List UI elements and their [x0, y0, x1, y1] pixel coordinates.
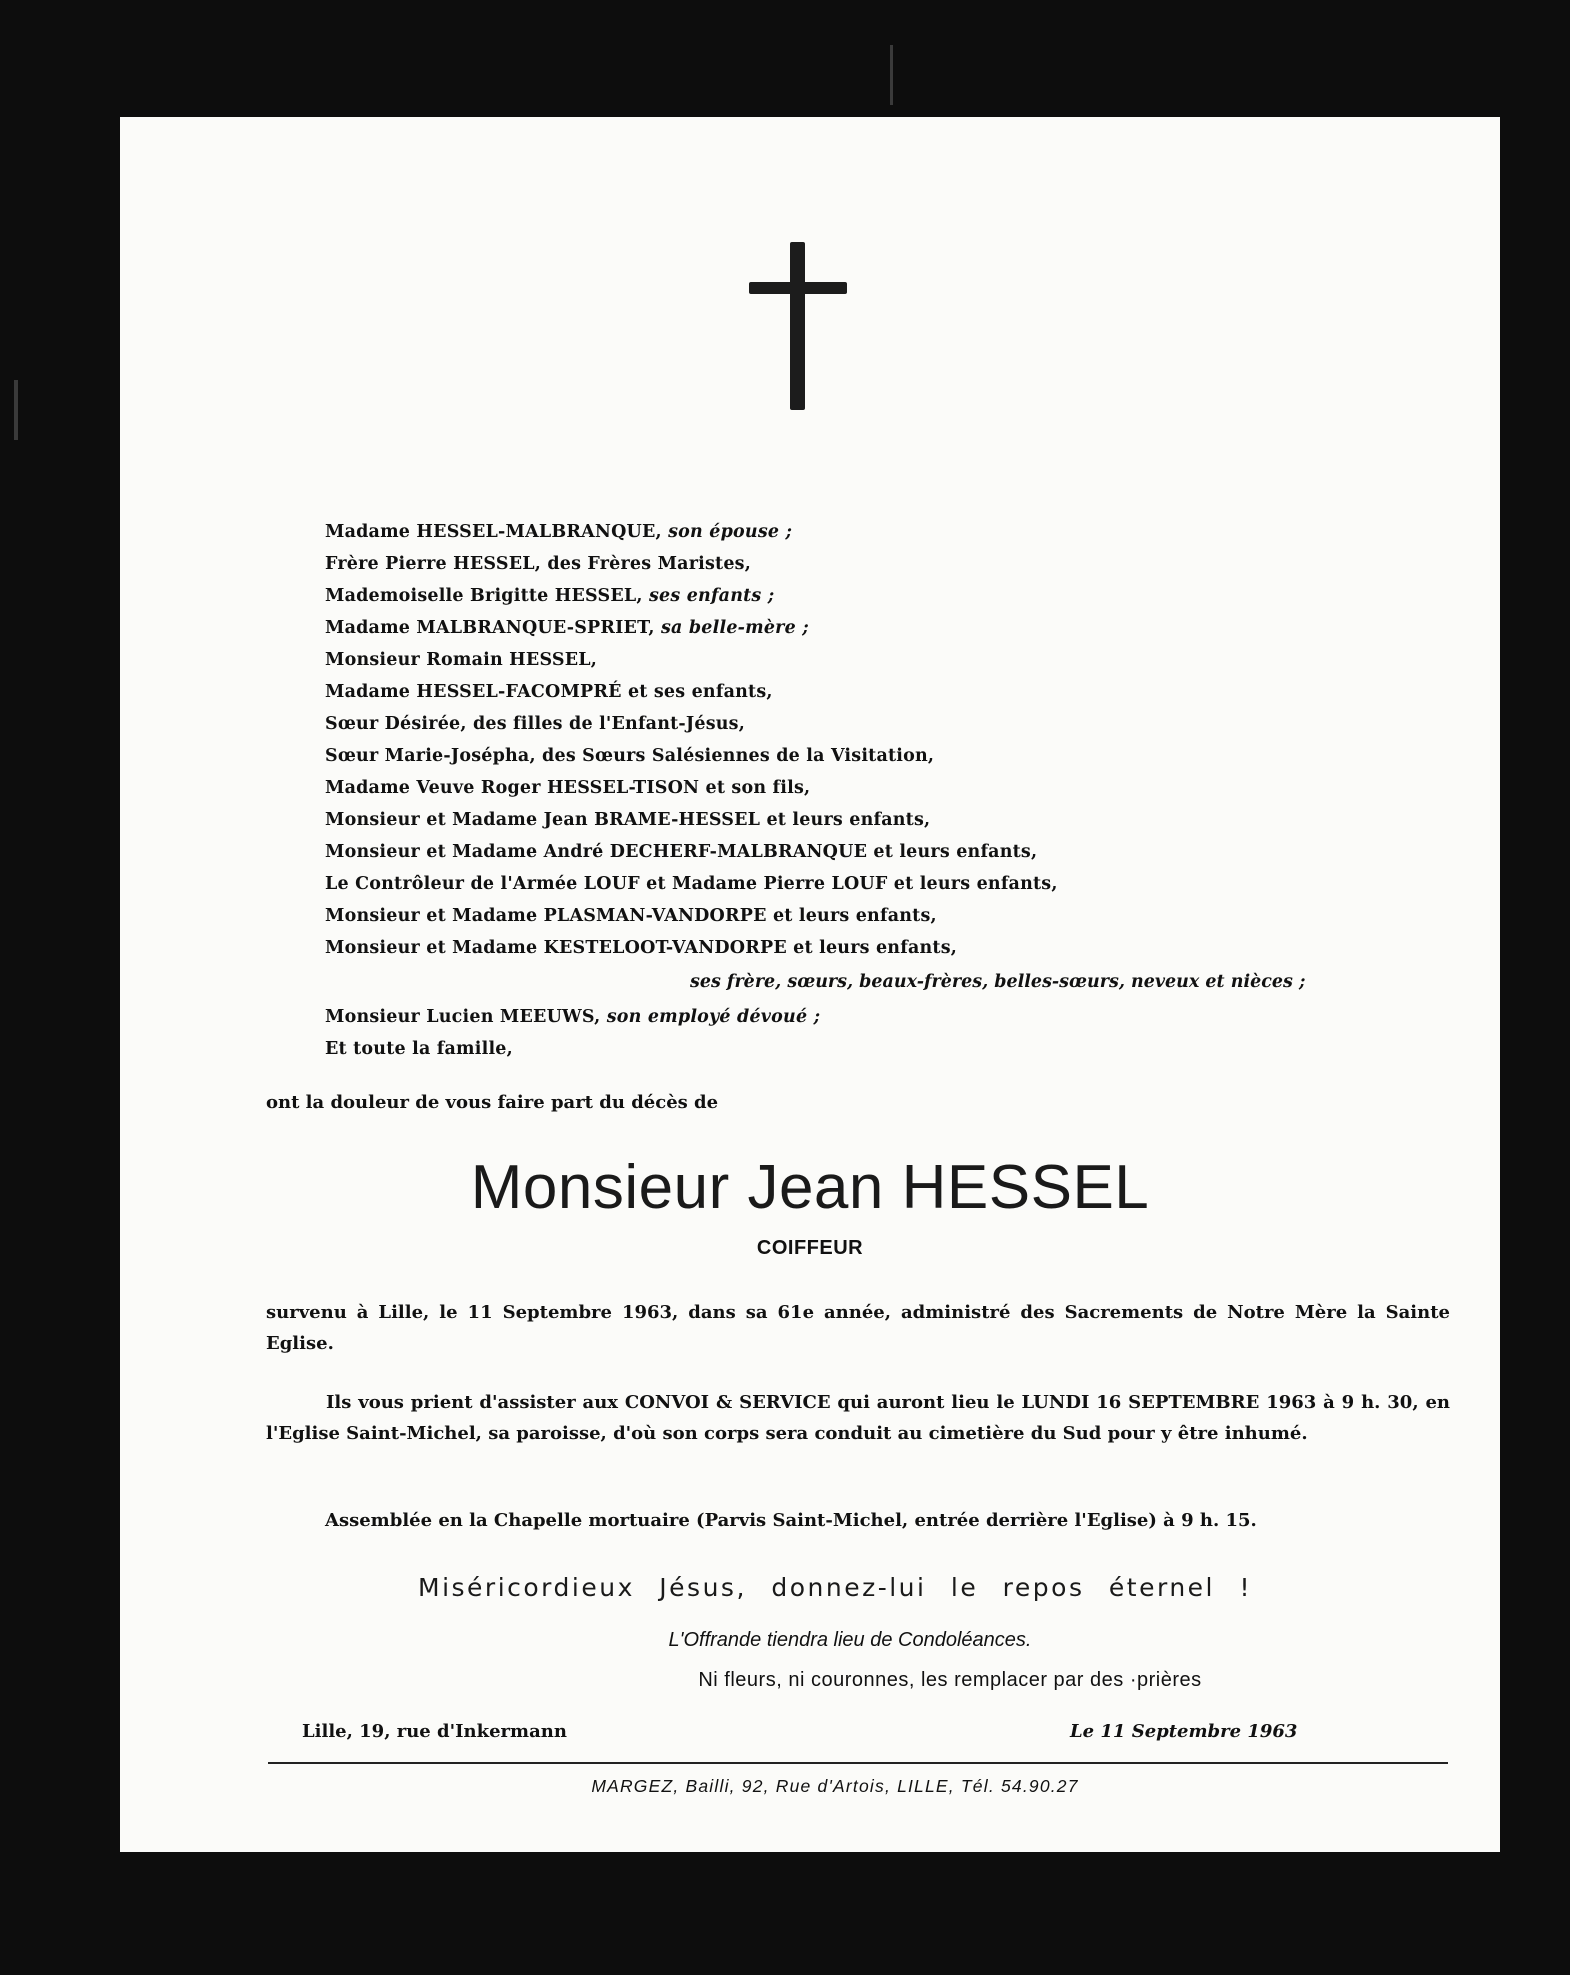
mourner-line: Sœur Marie-Josépha, des Sœurs Salésiennes de la Visitation, — [325, 746, 935, 766]
offering-text: L'Offrande tiendra lieu de Condoléances. — [668, 1629, 1032, 1651]
scan-artifact — [14, 380, 18, 440]
mourner-line: Madame Veuve Roger HESSEL-TISON et son fils, — [325, 778, 811, 798]
mourner-line: Mademoiselle Brigitte HESSEL, ses enfants ; — [325, 586, 775, 606]
funeral-notice-sheet — [120, 117, 1500, 1852]
mourner-line: Monsieur et Madame Jean BRAME-HESSEL et leurs enfants, — [325, 810, 931, 830]
mourner-line: Madame HESSEL-FACOMPRÉ et ses enfants, — [325, 682, 773, 702]
mourner-line: Frère Pierre HESSEL, des Frères Maristes, — [325, 554, 751, 574]
employee-line: Monsieur Lucien MEEUWS, son employé dévoué ; — [325, 1007, 821, 1027]
mourner-line: Monsieur et Madame PLASMAN-VANDORPE et leurs enfants, — [325, 906, 937, 926]
announcement-text: ont la douleur de vous faire part du décès de — [266, 1092, 719, 1113]
service-paragraph: Ils vous prient d'assister aux CONVOI & SERVICE qui auront lieu le LUNDI 16 SEPTEMBRE 1963 à 9 h. 30, en l'Eglise Saint-Michel, sa paroisse, d'où son corps sera conduit au cimetière du Sud pour y être inhumé. — [266, 1392, 1450, 1444]
mourner-line: Monsieur et Madame KESTELOOT-VANDORPE et leurs enfants, — [325, 938, 958, 958]
mourner-line: Monsieur Romain HESSEL, — [325, 650, 598, 670]
mourner-line: Sœur Désirée, des filles de l'Enfant-Jésus, — [325, 714, 746, 734]
death-paragraph: survenu à Lille, le 11 Septembre 1963, dans sa 61e année, administré des Sacrements de Notre Mère la Sainte Eglise. — [266, 1302, 1450, 1354]
printer-credit: MARGEZ, Bailli, 92, Rue d'Artois, LILLE, Tél. 54.90.27 — [591, 1776, 1079, 1796]
divider — [268, 1762, 1448, 1764]
flowers-text: Ni fleurs, ni couronnes, les remplacer par des ·prières — [698, 1669, 1202, 1691]
family-relation-line: ses frère, sœurs, beaux-frères, belles-sœurs, neveux et nièces ; — [690, 972, 1306, 992]
mourner-line: Madame MALBRANQUE-SPRIET, sa belle-mère ; — [325, 618, 809, 638]
address-text: Lille, 19, rue d'Inkermann — [302, 1721, 567, 1742]
profession-label: COIFFEUR — [756, 1237, 864, 1259]
mourner-line: Le Contrôleur de l'Armée LOUF et Madame Pierre LOUF et leurs enfants, — [325, 874, 1058, 894]
deceased-name: Monsieur Jean HESSEL — [470, 1153, 1150, 1222]
scan-artifact — [890, 45, 893, 105]
prayer-text: Miséricordieux Jésus, donnez-lui le repos éternel ! — [418, 1573, 1252, 1602]
whole-family-line: Et toute la famille, — [325, 1039, 513, 1059]
assembly-text: Assemblée en la Chapelle mortuaire (Parvis Saint-Michel, entrée derrière l'Eglise) à 9 h. 15. — [325, 1510, 1257, 1531]
mourner-line: Monsieur et Madame André DECHERF-MALBRANQUE et leurs enfants, — [325, 842, 1038, 862]
mourner-line: Madame HESSEL-MALBRANQUE, son épouse ; — [325, 522, 793, 542]
date-text: Le 11 Septembre 1963 — [1070, 1721, 1298, 1742]
